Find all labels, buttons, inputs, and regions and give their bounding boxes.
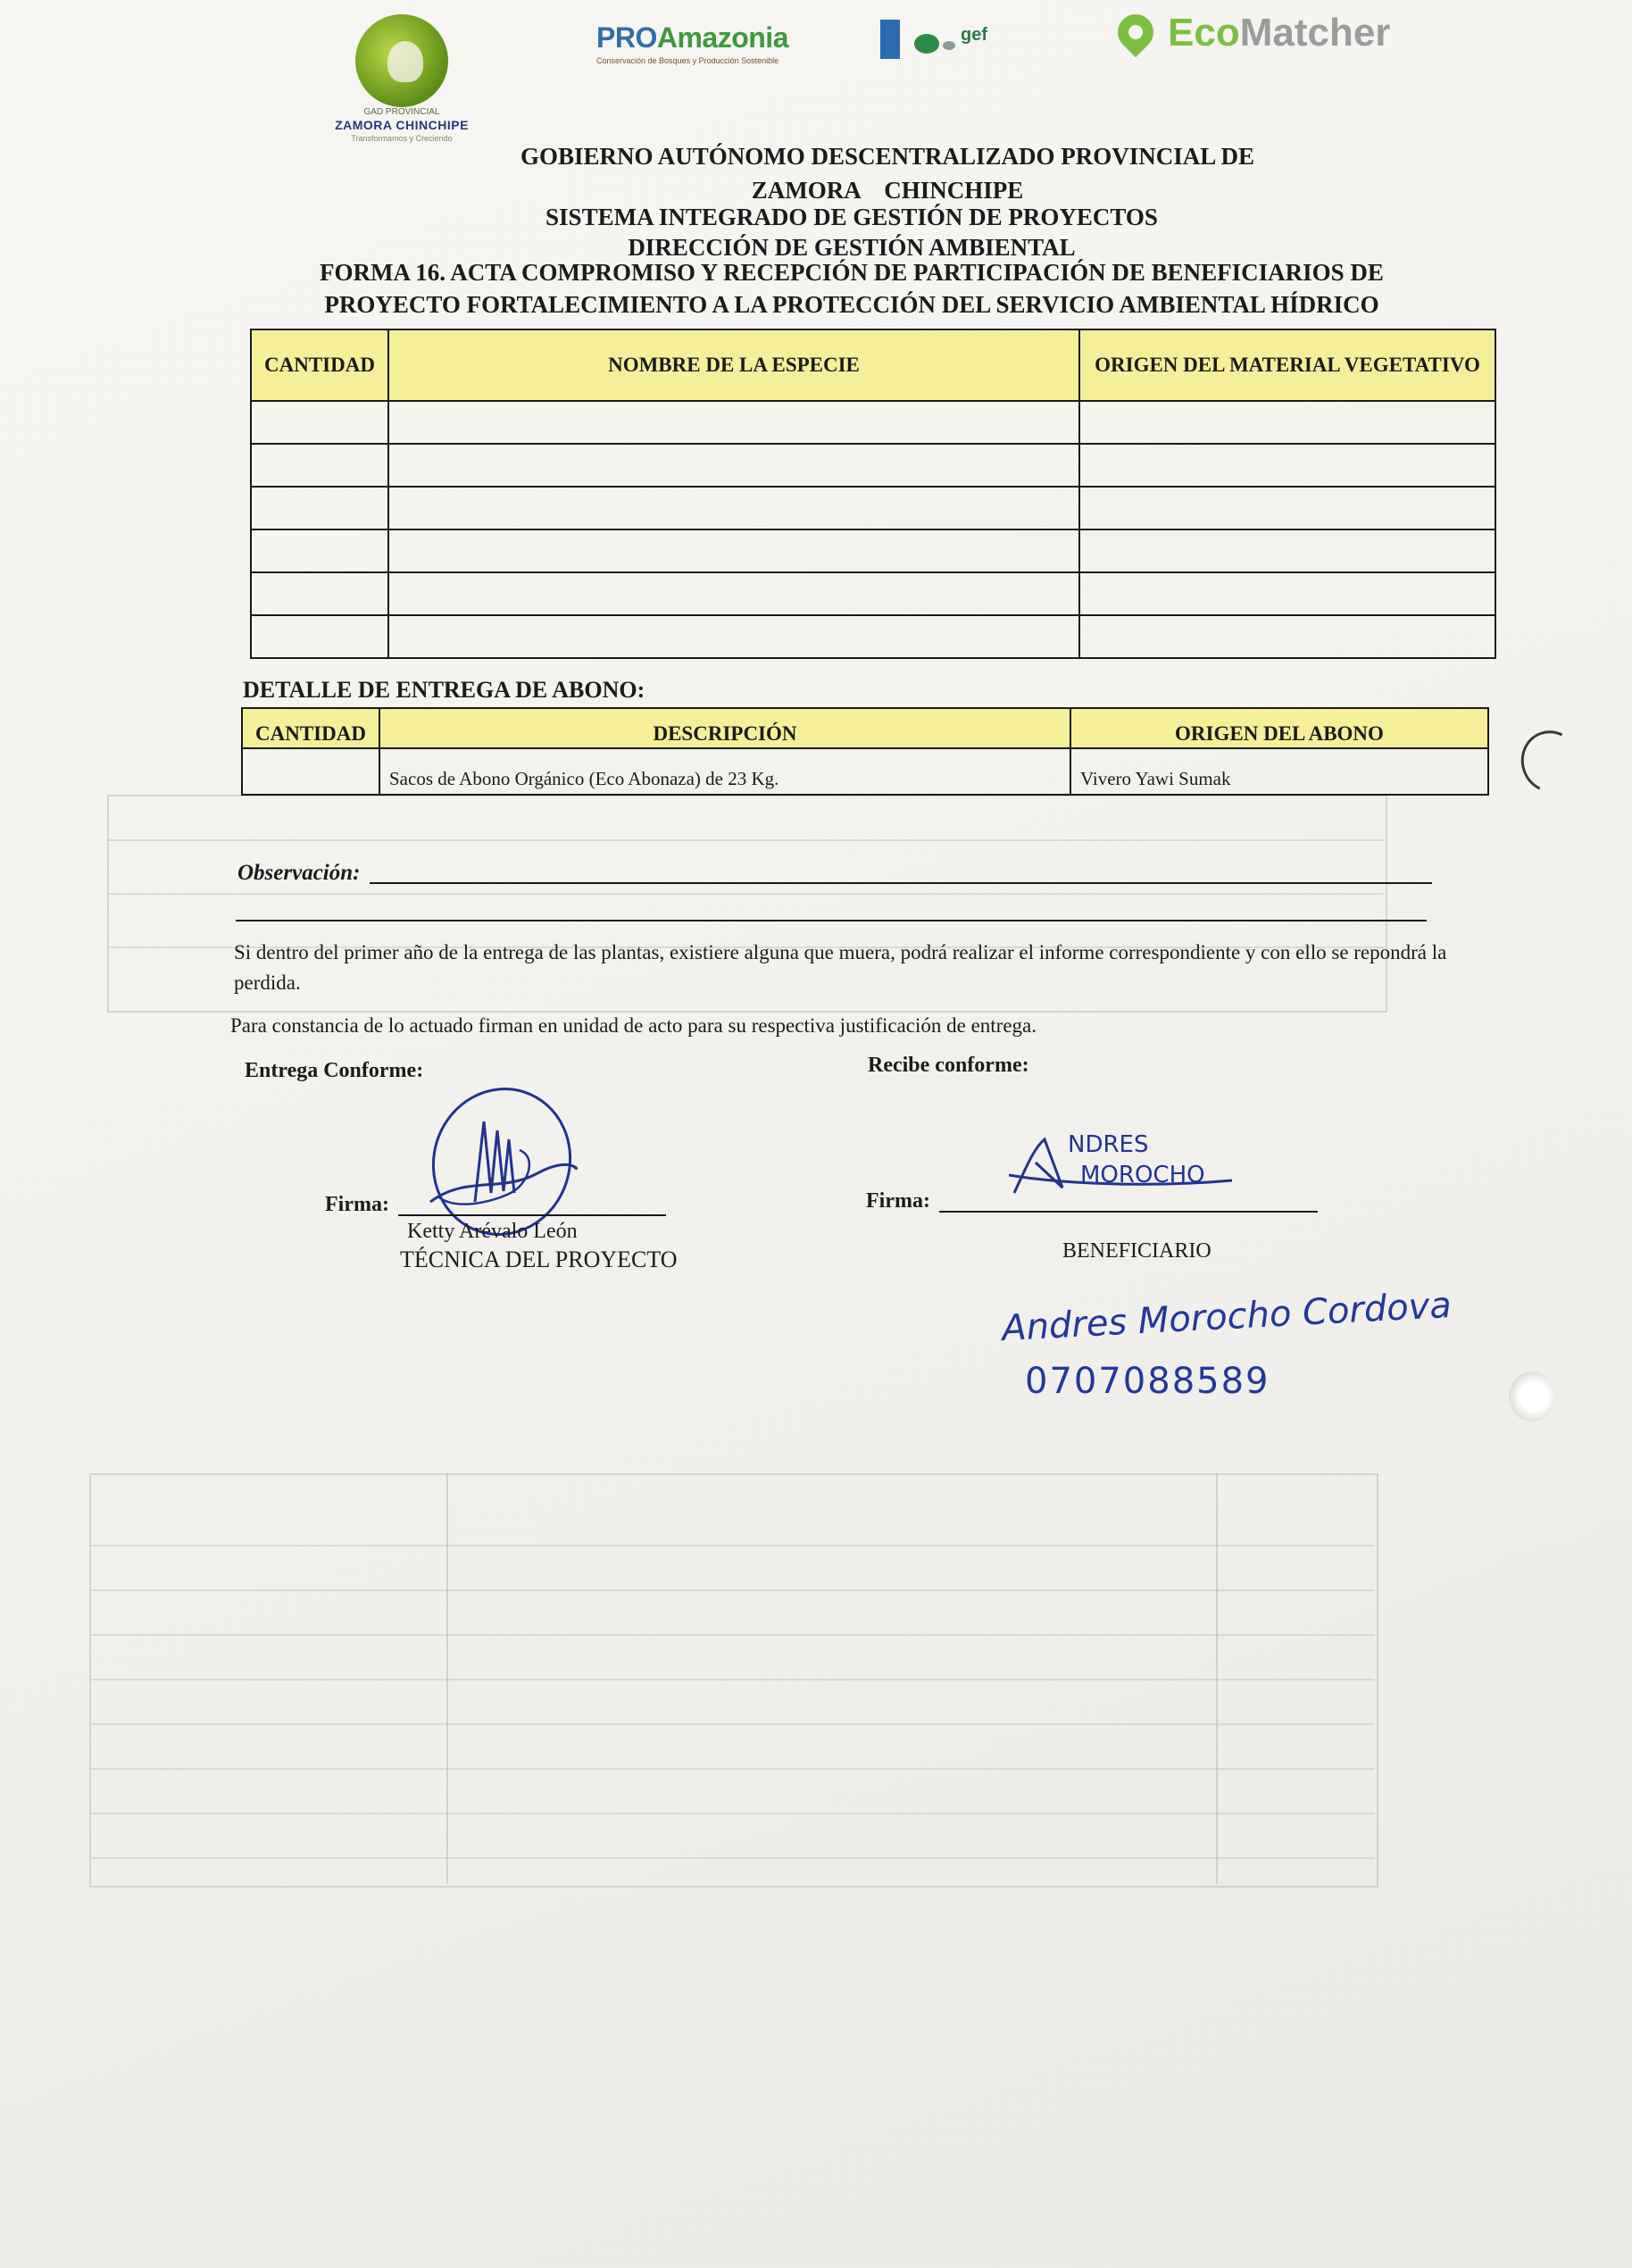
table-row <box>242 748 1488 795</box>
cell[interactable] <box>388 529 1079 572</box>
table-row <box>251 401 1495 444</box>
table-row <box>251 444 1495 487</box>
firma-line-right[interactable] <box>939 1211 1318 1213</box>
col-origen-material: ORIGEN DEL MATERIAL VEGETATIVO <box>1079 329 1495 401</box>
cell[interactable] <box>1079 401 1495 444</box>
punch-hole-top <box>1512 722 1589 801</box>
entrega-conforme-label: Entrega Conforme: <box>245 1059 424 1082</box>
table-row <box>251 487 1495 529</box>
col-abono-origen: ORIGEN DEL ABONO <box>1070 708 1488 748</box>
ecomatcher-logo <box>1118 11 1457 64</box>
gad-logo-figure <box>387 41 423 82</box>
beneficiario-handwritten-name: Andres Morocho Cordova <box>1001 1284 1453 1350</box>
gad-logo-line3: Transformamos y Creciendo <box>351 134 453 143</box>
header-line2: ZAMORA CHINCHIPE <box>751 177 1024 204</box>
header-line5: FORMA 16. ACTA COMPROMISO Y RECEPCIÓN DE PARTICIPACIÓN DE BENEFICIARIOS DE <box>320 259 1384 286</box>
firma-line-left[interactable] <box>398 1214 666 1216</box>
firma-label-left: Firma: <box>325 1193 389 1216</box>
header-line4: DIRECCIÓN DE GESTIÓN AMBIENTAL <box>628 234 1076 261</box>
reposicion-paragraph: Si dentro del primer año de la entrega de las plantas, existiere alguna que muera, podrá realizar el informe correspondiente y con ello se repondrá la perdida. <box>234 941 1447 994</box>
firma-label-right: Firma: <box>866 1189 930 1213</box>
proamazonia-subtitle: Conservación de Bosques y Producción Sostenible <box>596 56 779 65</box>
cell[interactable] <box>1079 529 1495 572</box>
beneficiario-role: BENEFICIARIO <box>1062 1239 1212 1263</box>
ghost-line <box>107 839 1384 841</box>
cell[interactable] <box>1079 487 1495 529</box>
cell[interactable] <box>251 444 388 487</box>
tecnica-role: TÉCNICA DEL PROYECTO <box>400 1247 678 1272</box>
constancia-paragraph: Para constancia de lo actuado firman en unidad de acto para su respectiva justificación de entrega. <box>230 1014 1037 1037</box>
agency-logo-icon <box>943 41 955 50</box>
header-line6: PROYECTO FORTALECIMIENTO A LA PROTECCIÓN DEL SERVICIO AMBIENTAL HÍDRICO <box>324 291 1379 318</box>
cell[interactable] <box>1079 615 1495 658</box>
cell[interactable] <box>388 487 1079 529</box>
observacion-line-1[interactable] <box>370 882 1432 884</box>
cell[interactable] <box>1079 444 1495 487</box>
species-table-header <box>251 329 1495 401</box>
cell[interactable] <box>251 529 388 572</box>
ghost-column <box>446 1473 1218 1884</box>
header-line1: GOBIERNO AUTÓNOMO DESCENTRALIZADO PROVINCIAL DE <box>520 143 1255 170</box>
recibe-conforme-label: Recibe conforme: <box>868 1054 1029 1077</box>
header-line3: SISTEMA INTEGRADO DE GESTIÓN DE PROYECTOS <box>545 204 1158 230</box>
ecomatcher-name-a: Eco <box>1168 11 1240 54</box>
abono-cantidad-cell[interactable] <box>242 748 379 795</box>
beneficiario-signature <box>1009 1121 1277 1211</box>
beneficiario-handwritten-id: 0707088589 <box>1025 1361 1270 1402</box>
proamazonia-name-a: PRO <box>596 21 657 54</box>
signature-text-line2: MOROCHO <box>1080 1162 1205 1188</box>
ecomatcher-name-b: Matcher <box>1239 11 1391 54</box>
table-row <box>251 529 1495 572</box>
gef-logo: gef <box>961 25 987 45</box>
col-abono-cantidad: CANTIDAD <box>242 708 379 748</box>
tecnica-name: Ketty Arévalo León <box>407 1220 578 1243</box>
location-pin-icon <box>1111 7 1162 58</box>
cell[interactable] <box>251 487 388 529</box>
cell[interactable] <box>388 615 1079 658</box>
cell[interactable] <box>251 572 388 615</box>
table-row <box>251 572 1495 615</box>
col-cantidad: CANTIDAD <box>251 329 388 401</box>
tecnica-signature <box>404 1068 609 1238</box>
cell[interactable] <box>388 572 1079 615</box>
punch-hole-bottom <box>1509 1372 1555 1422</box>
cell[interactable] <box>251 615 388 658</box>
species-table <box>250 329 1496 659</box>
gad-logo-line2: ZAMORA CHINCHIPE <box>335 118 469 132</box>
proamazonia-name-b: Amazonia <box>656 21 788 54</box>
cell[interactable] <box>251 401 388 444</box>
abono-table-header <box>242 708 1488 748</box>
cell[interactable] <box>388 401 1079 444</box>
signature-text-line1: NDRES <box>1068 1131 1149 1158</box>
cell[interactable] <box>388 444 1079 487</box>
abono-section-title: DETALLE DE ENTREGA DE ABONO: <box>243 677 645 703</box>
col-abono-descripcion: DESCRIPCIÓN <box>379 708 1070 748</box>
ministry-logo-icon <box>914 34 939 54</box>
gad-logo-line1: GAD PROVINCIAL <box>363 107 440 117</box>
observacion-label: Observación: <box>237 861 361 885</box>
partner-logos <box>875 18 1009 68</box>
abono-table <box>241 707 1489 796</box>
observacion-line-2[interactable] <box>236 920 1427 921</box>
ghost-line <box>107 893 1384 895</box>
undp-logo-icon <box>880 20 900 59</box>
abono-origen-cell: Vivero Yawi Sumak <box>1070 748 1488 795</box>
gad-zamora-logo <box>321 14 482 143</box>
abono-descripcion-cell: Sacos de Abono Orgánico (Eco Abonaza) de 23 Kg. <box>379 748 1070 795</box>
proamazonia-logo <box>596 21 828 75</box>
col-nombre-especie: NOMBRE DE LA ESPECIE <box>388 329 1079 401</box>
cell[interactable] <box>1079 572 1495 615</box>
table-row <box>251 615 1495 658</box>
